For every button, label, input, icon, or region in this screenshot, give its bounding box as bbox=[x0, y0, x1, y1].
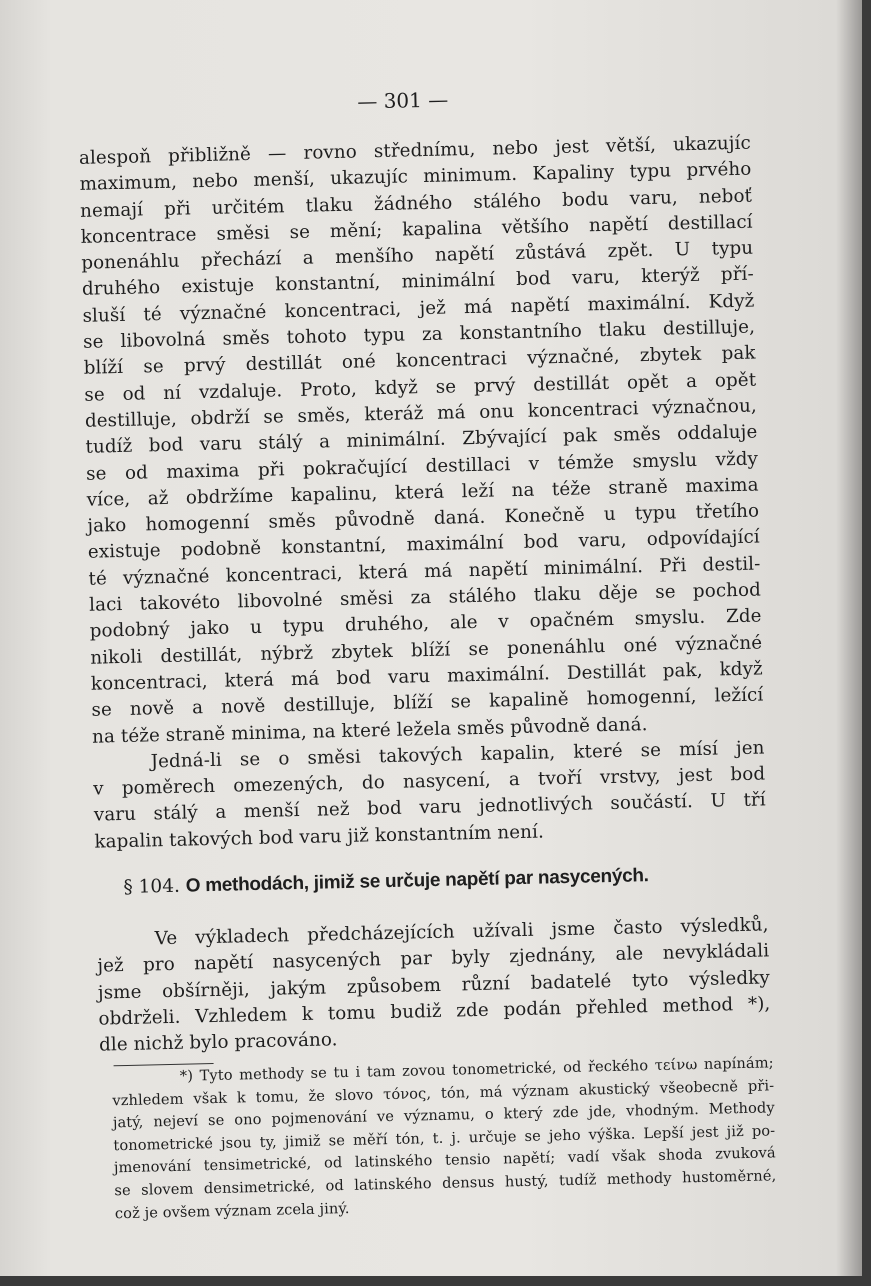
text-line: nemají při určitém tlaku žádného stálého bodu varu, neboť bbox=[79, 185, 753, 222]
text-line: maximum, nebo menší, ukazujíc minimum. Kapaliny typu prvého bbox=[79, 158, 752, 196]
section-body bbox=[96, 912, 771, 1059]
text-line: se od maxima při pokračující destillaci v témže smyslu vždy bbox=[85, 448, 759, 485]
text-line: Jedná-li se o směsi takových kapalin, které se mísí jen bbox=[150, 737, 765, 773]
text-line: laci takovéto libovolné směsi za stálého tlaku děje se pochod bbox=[88, 579, 762, 616]
text-line: blíží se prvý destillát oné koncentraci význačné, zbytek pak bbox=[83, 342, 756, 380]
text-line: koncentraci, která má bod varu maximální. Destillát pak, když bbox=[90, 658, 763, 695]
footnote bbox=[112, 1052, 777, 1225]
section-heading bbox=[123, 862, 763, 899]
text-line: druhého existuje konstantní, minimální bod varu, kterýž pří- bbox=[81, 264, 755, 301]
text-line: alespoň přibližně — rovno střednímu, nebo jest větší, ukazujíc bbox=[78, 132, 752, 169]
text-line: což je ovšem význam zcela jiný. bbox=[114, 1199, 350, 1222]
paragraph-1 bbox=[79, 131, 765, 751]
body-text bbox=[79, 131, 767, 856]
text-line: kapalin takových bod varu již konstantním není. bbox=[94, 821, 545, 853]
text-line: jatý, nejeví se ono pojmenování ve významu, o který zde jde, vhodným. Methody bbox=[112, 1099, 775, 1132]
text-line: destilluje, obdrží se směs, kteráž má onu koncentraci význačnou, bbox=[84, 395, 758, 432]
text-line: jako homogenní směs původně daná. Konečně u typu třetího bbox=[87, 500, 760, 537]
text-line: podobný jako u typu druhého, ale v opačném smyslu. Zde bbox=[89, 605, 762, 643]
text-line: tudíž bod varu stálý a minimální. Zbývající pak směs oddaluje bbox=[85, 421, 758, 459]
text-line: koncentrace směsi se mění; kapalina většího napětí destillací bbox=[80, 211, 753, 248]
text-line: varu stálý a menší než bod varu jednotlivých součástí. U tří bbox=[93, 789, 766, 827]
text-line: té význačné koncentraci, která má napětí minimální. Při destil- bbox=[88, 553, 761, 590]
text-line: tonometrické jsou ty, jimiž se měří tón, t. j. určuje se jeho výška. Lepší jest již po- bbox=[113, 1122, 776, 1155]
paragraph-2 bbox=[92, 735, 766, 855]
text-line: nikoli destillát, nýbrž zbytek blíží se ponenáhlu oné význačné bbox=[90, 632, 763, 669]
text-line: jež pro napětí nasycených par byly zjednány, ale nevykládali bbox=[97, 940, 770, 977]
text-line: dle nichž bylo pracováno. bbox=[98, 1029, 338, 1056]
text-line: se libovolná směs tohoto typu za konstantního tlaku destilluje, bbox=[82, 316, 756, 353]
text-line: se od ní vzdaluje. Proto, když se prvý destillát opět a opět bbox=[84, 369, 757, 406]
footnote-text bbox=[112, 1052, 777, 1225]
text-line: ponenáhlu přechází a menšího napětí zůstává zpět. U typu bbox=[81, 237, 754, 274]
text-line: jmenování tensimetrické, od latinského tensio napětí; vadí však shoda zvuková bbox=[113, 1144, 776, 1177]
text-line: existuje podobně konstantní, maximální bod varu, odpovídající bbox=[87, 526, 760, 564]
paragraph-3 bbox=[96, 912, 771, 1059]
text-line: vzhledem však k tomu, že slovo τόνος, tón, má význam akustický všeobecně při- bbox=[112, 1076, 775, 1109]
text-line: *) Tyto methody se tu i tam zovou tonometrické, od řeckého τείνω napínám; bbox=[179, 1054, 774, 1085]
section-title: O methodách, jimiž se určuje napětí par nasycených. bbox=[185, 865, 649, 897]
text-line: obdrželi. Vzhledem k tomu budiž zde podán přehled method *), bbox=[98, 993, 771, 1030]
text-line: sluší té význačné koncentraci, jež má napětí maximální. Když bbox=[82, 290, 755, 327]
text-line: se nově a nově destilluje, blíží se kapalině homogenní, ležící bbox=[91, 684, 764, 721]
text-line: se slovem densimetrické, od latinského densus hustý, tudíž methody hustoměrné, bbox=[114, 1167, 777, 1200]
text-line: jsme obšírněji, jakým způsobem různí badatelé tyto výsledky bbox=[97, 966, 770, 1004]
text-line: více, až obdržíme kapalinu, která leží na téže straně maxima bbox=[86, 474, 759, 511]
page-number: — 301 — bbox=[357, 87, 449, 114]
text-line: v poměrech omezených, do nasycení, a tvoří vrstvy, jest bod bbox=[93, 763, 766, 800]
section-number: § 104. bbox=[123, 875, 181, 899]
text-line: na téže straně minima, na které ležela směs původně daná. bbox=[91, 713, 648, 748]
text-line: Ve výkladech předcházejících užívali jsme často výsledků, bbox=[154, 914, 769, 950]
